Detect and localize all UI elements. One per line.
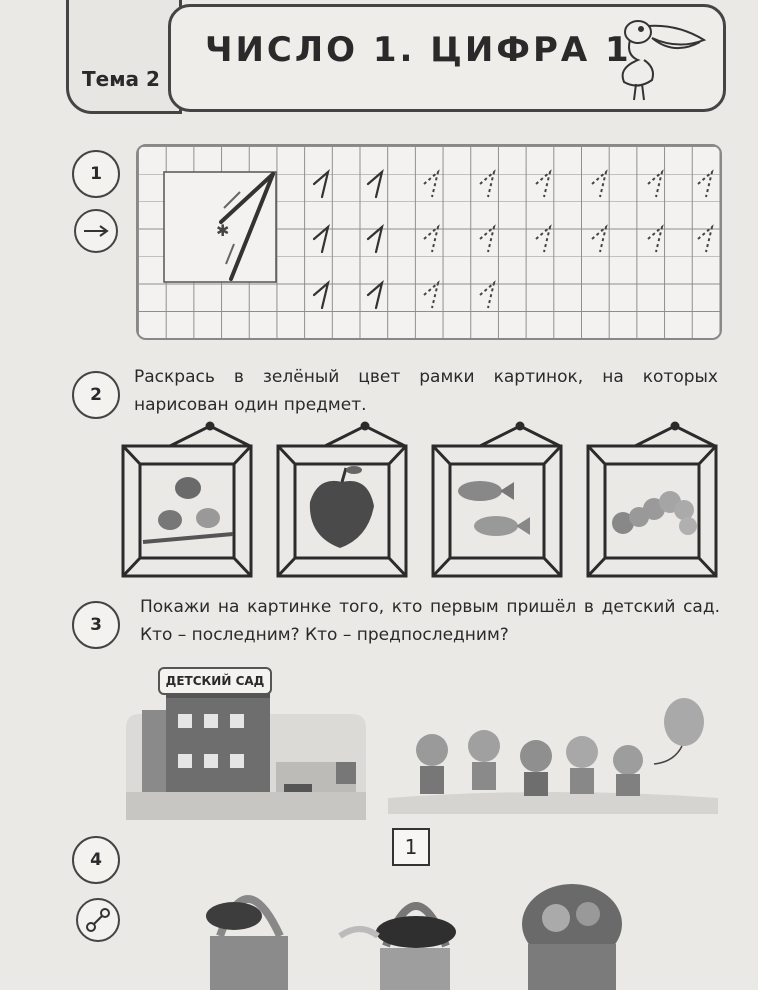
frame-fish [433, 423, 561, 576]
children [416, 730, 643, 796]
theme-label: Тема 2 [82, 67, 160, 91]
apple-image [310, 466, 374, 548]
task-number-2: 2 [72, 371, 120, 419]
birds-image [143, 477, 233, 542]
digit-tracing-sample [136, 144, 718, 336]
task-number-1: 1 [72, 150, 120, 198]
answer-box[interactable]: 1 [392, 828, 430, 866]
connect-dots-icon [76, 898, 120, 942]
arrow-right-icon [74, 209, 118, 253]
page-title: ЧИСЛО 1. ЦИФРА 1 [205, 30, 632, 70]
basket-2 [340, 906, 456, 990]
theme-tab [66, 0, 182, 114]
frame-birds [123, 423, 251, 576]
fish-image [458, 481, 530, 536]
kindergarten-illustration [126, 688, 366, 820]
children-illustration [384, 694, 722, 818]
picture-frames [118, 418, 738, 583]
basket-3 [522, 884, 622, 990]
caterpillar-image [612, 491, 697, 535]
task-number-4: 4 [72, 836, 120, 884]
pelican-icon [608, 10, 712, 104]
task-number-3: 3 [72, 601, 120, 649]
baskets-illustration [190, 866, 650, 990]
task-3-text: Покажи на картинке того, кто первым пришёл в детский сад. Кто – последним? Кто – предпоследним? [140, 597, 720, 645]
basket-1 [206, 899, 288, 990]
svg-text:✱: ✱ [216, 221, 230, 240]
task-2-text: Раскрась в зелёный цвет рамки картинок, на которых нарисован один предмет. [134, 367, 718, 415]
kindergarten-sign: ДЕТСКИЙ САД [158, 667, 272, 695]
